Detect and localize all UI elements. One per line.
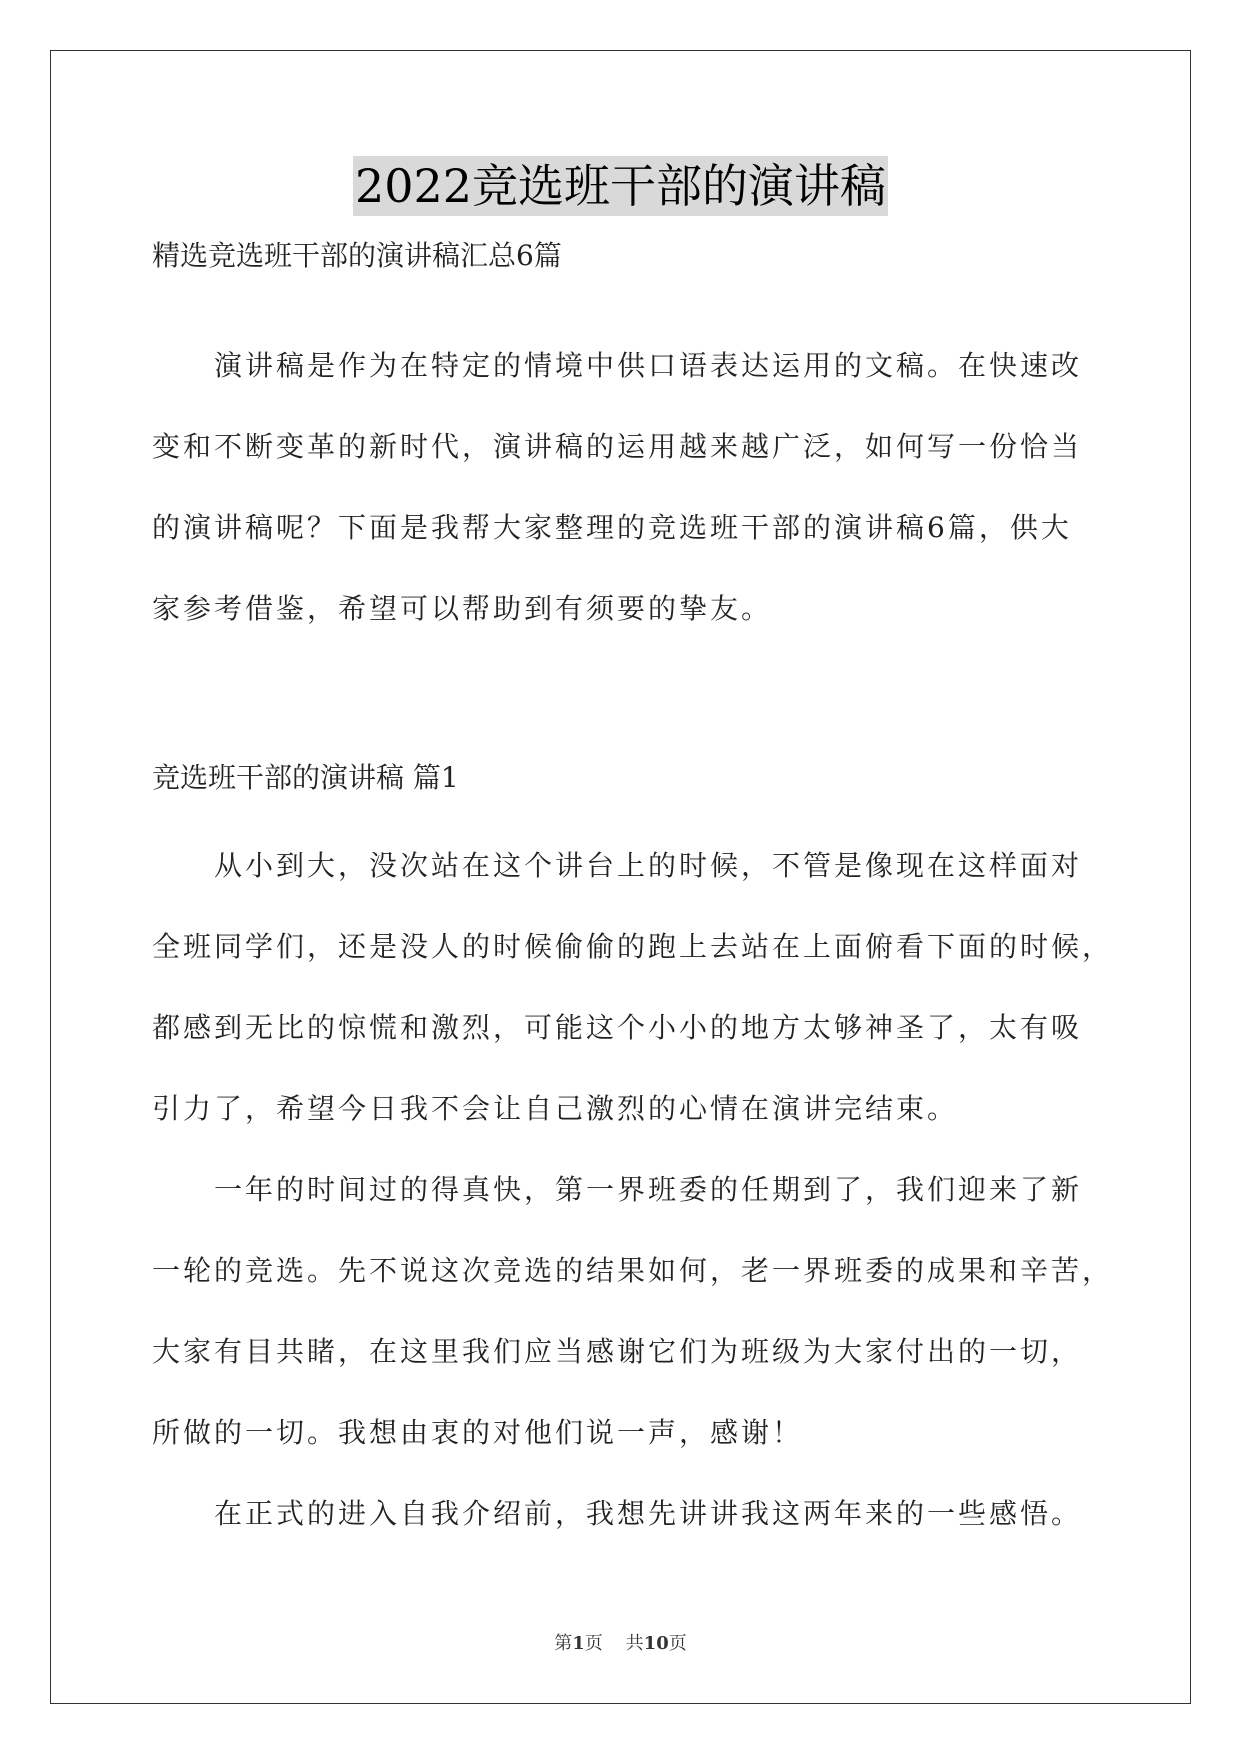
body-paragraph-2 xyxy=(152,1149,1114,1473)
footer-prefix: 第 xyxy=(554,1633,573,1654)
page-footer xyxy=(0,1631,1241,1657)
intro-line: 变和不断变革的新时代，演讲稿的运用越来越广泛，如何写一份恰当 xyxy=(152,430,1083,463)
footer-mid: 页 共 xyxy=(584,1633,644,1654)
footer-suffix: 页 xyxy=(668,1633,687,1654)
body-line: 全班同学们，还是没人的时候偷偷的跑上去站在上面俯看下面的时候， xyxy=(152,930,1114,963)
body-paragraph-1 xyxy=(152,825,1114,1149)
body-line: 在正式的进入自我介绍前，我想先讲讲我这两年来的一些感悟。 xyxy=(214,1497,1083,1530)
intro-line: 的演讲稿呢？下面是我帮大家整理的竞选班干部的演讲稿6篇，供大 xyxy=(152,511,1072,544)
footer-total-pages: 10 xyxy=(643,1633,669,1654)
intro-line: 演讲稿是作为在特定的情境中供口语表达运用的文稿。在快速改 xyxy=(214,349,1083,382)
body-line: 一年的时间过的得真快，第一界班委的任期到了，我们迎来了新 xyxy=(214,1173,1083,1206)
document-title: 2022竞选班干部的演讲稿 xyxy=(353,156,888,216)
section-heading: 竞选班干部的演讲稿 篇1 xyxy=(152,761,459,794)
body-line: 都感到无比的惊慌和激烈，可能这个小小的地方太够神圣了，太有吸 xyxy=(152,1011,1083,1044)
body-line: 大家有目共睹，在这里我们应当感谢它们为班级为大家付出的一切， xyxy=(152,1335,1083,1368)
document-subtitle: 精选竞选班干部的演讲稿汇总6篇 xyxy=(152,239,562,272)
title-container xyxy=(0,156,1241,216)
body-line: 从小到大，没次站在这个讲台上的时候，不管是像现在这样面对 xyxy=(214,849,1083,882)
intro-line: 家参考借鉴，希望可以帮助到有须要的挚友。 xyxy=(152,592,773,625)
body-line: 所做的一切。我想由衷的对他们说一声，感谢！ xyxy=(152,1416,804,1449)
body-paragraph-3 xyxy=(152,1473,1107,1554)
body-line: 引力了，希望今日我不会让自己激烈的心情在演讲完结束。 xyxy=(152,1092,959,1125)
intro-paragraph xyxy=(152,325,1107,649)
footer-page-number: 1 xyxy=(572,1633,585,1654)
body-line: 一轮的竞选。先不说这次竞选的结果如何，老一界班委的成果和辛苦， xyxy=(152,1254,1114,1287)
